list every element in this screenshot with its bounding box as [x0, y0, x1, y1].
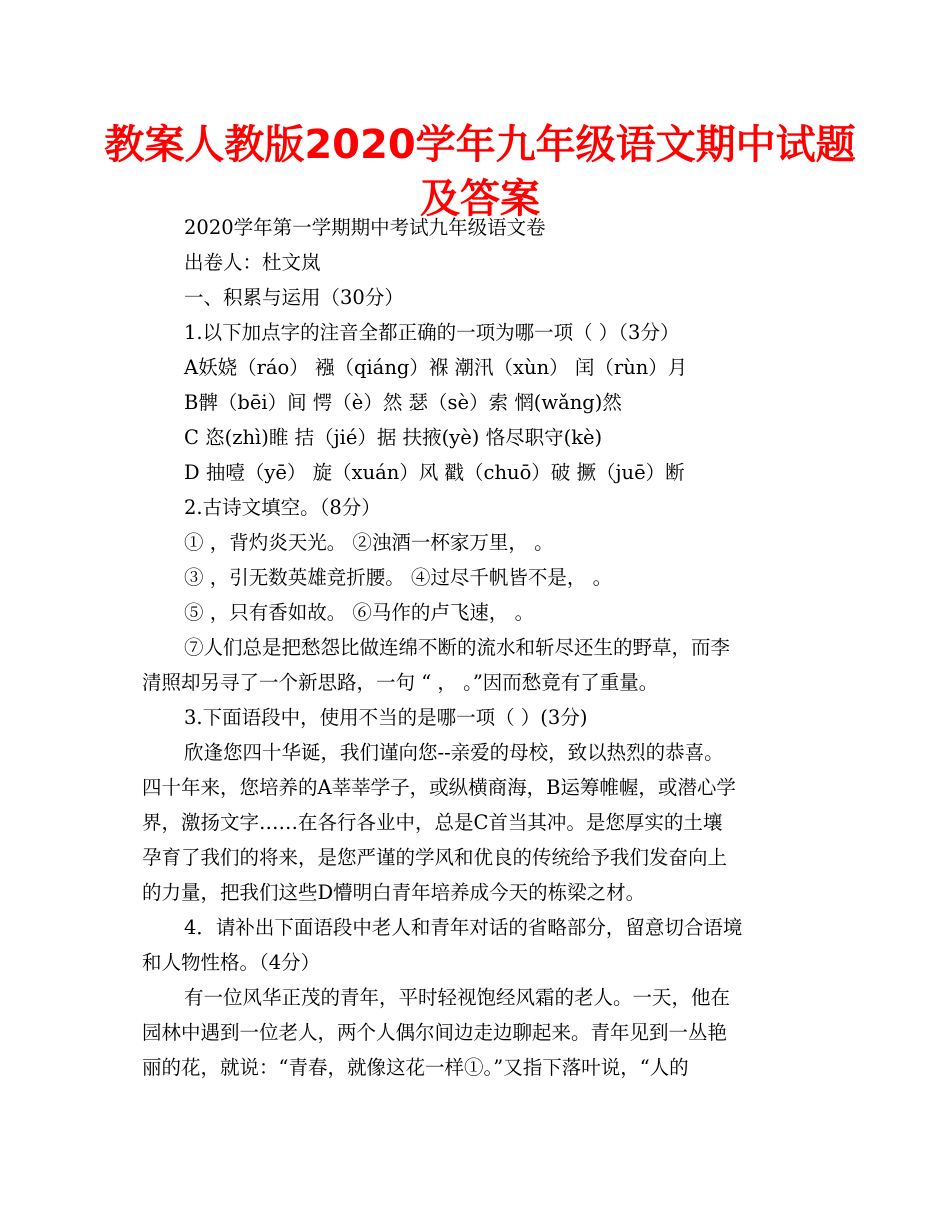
text-line: D 抽噎（yē） 旋（xuán）风 戳（chuō）破 撅（juē）断	[184, 461, 685, 484]
text-line: 园林中遇到一位老人，两个人偶尔间边走边聊起来。青年见到一丛艳	[142, 1021, 728, 1044]
title-line-1: 教案人教版2020学年九年级语文期中试题	[104, 122, 856, 168]
text-line: 孕育了我们的将来，是您严谨的学风和优良的传统给予我们发奋向上	[142, 846, 728, 869]
title-line-2: 及答案	[420, 176, 540, 222]
text-line: 3.下面语段中，使用不当的是哪一项（ ）(3分)	[184, 706, 588, 729]
text-line: 2020学年第一学期期中考试九年级语文卷	[184, 216, 546, 239]
text-line: 四十年来，您培养的A莘莘学子，或纵横商海，B运筹帷幄，或潜心学	[142, 776, 736, 799]
text-line: 丽的花，就说：“青春，就像这花一样①。”又指下落叶说，“人的	[142, 1056, 689, 1079]
document-body	[142, 210, 814, 1085]
text-line: 的力量，把我们这些D懵明白青年培养成今天的栋梁之材。	[142, 881, 646, 904]
text-line: 欣逢您四十华诞，我们谨向您--亲爱的母校，致以热烈的恭喜。	[184, 741, 724, 764]
text-line: 清照却另寻了一个新思路，一句 “ ， 。”因而愁竟有了重量。	[142, 671, 659, 694]
text-line: ① ，背灼炎天光。 ②浊酒一杯家万里， 。	[184, 531, 554, 554]
text-line: ⑦人们总是把愁怨比做连绵不断的流水和斩尽还生的野草，而李	[184, 636, 731, 659]
text-line: 4．请补出下面语段中老人和青年对话的省略部分，留意切合语境	[184, 916, 743, 939]
text-line: 有一位风华正茂的青年，平时轻视饱经风霜的老人。一天，他在	[184, 986, 731, 1009]
text-line: 出卷人：杜文岚	[184, 251, 321, 274]
text-line: B髀（bēi）间 愕（è）然 瑟（sè）索 惘(wǎng)然	[184, 391, 622, 414]
text-line: 和人物性格。（4分）	[142, 951, 321, 974]
text-line: A妖娆（ráo） 襁（qiáng）褓 潮汛（xùn） 闰（rùn）月	[184, 356, 688, 379]
text-line: 界，激扬文字……在各行各业中，总是C首当其冲。是您厚实的土壤	[142, 811, 723, 834]
text-line: 2.古诗文填空。（8分）	[184, 496, 381, 519]
text-line: ③ ，引无数英雄竞折腰。 ④过尽千帆皆不是， 。	[184, 566, 613, 589]
text-line: 一、积累与运用（30分）	[184, 286, 404, 309]
text-line: 1.以下加点字的注音全都正确的一项为哪一项（ ）（3分）	[184, 321, 680, 344]
text-line: ⑤ ，只有香如故。 ⑥马作的卢飞速， 。	[184, 601, 535, 624]
text-line: C 恣(zhì)睢 拮（jié）据 扶掖(yè) 恪尽职守(kè)	[184, 426, 603, 449]
